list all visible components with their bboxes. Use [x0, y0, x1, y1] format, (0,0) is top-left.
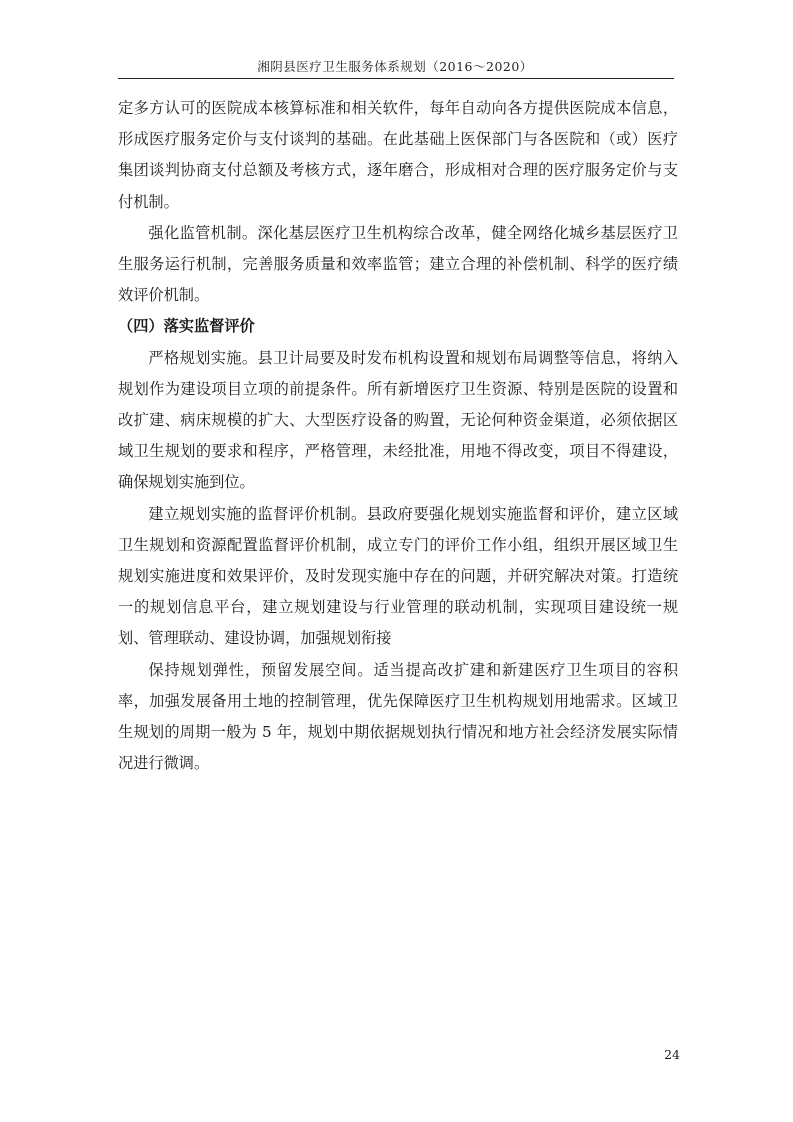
paragraph-evaluation-mechanism: 建立规划实施的监督评价机制。县政府要强化规划实施监督和评价，建立区域卫生规划和资源配置监督评价机制，成立专门的评价工作小组，组织开展区域卫生规划实施进度和效果评价，及时发现实施中存在的问题，并研究解决对策。打造统一的规划信息平台，建立规划建设与行业管理的联动机制，实现项目建设统一规划、管理联动、建设协调，加强规划衔接	[118, 504, 678, 648]
page-number: 24	[664, 1047, 680, 1062]
header-rule	[118, 78, 674, 79]
paragraph-continued: 定多方认可的医院成本核算标准和相关软件，每年自动向各方提供医院成本信息，形成医疗服务定价与支付谈判的基础。在此基础上医保部门与各医院和（或）医疗集团谈判协商支付总额及考核方式，逐年磨合，形成相对合理的医疗服务定价与支付机制。	[118, 99, 678, 211]
section-heading: （四）落实监督评价	[118, 317, 255, 336]
paragraph-supervision-mechanism: 强化监管机制。深化基层医疗卫生机构综合改革，健全网络化城乡基层医疗卫生服务运行机制，完善服务质量和效率监管；建立合理的补偿机制、科学的医疗绩效评价机制。	[118, 223, 678, 305]
document-body	[118, 93, 678, 779]
running-header: 湘阴县医疗卫生服务体系规划（2016～2020）	[257, 59, 533, 74]
paragraph-strict-implementation: 严格规划实施。县卫计局要及时发布机构设置和规划布局调整等信息，将纳入规划作为建设项目立项的前提条件。所有新增医疗卫生资源、特别是医院的设置和改扩建、病床规模的扩大、大型医疗设备的购置，无论何种资金渠道，必须依据区域卫生规划的要求和程序，严格管理，未经批准，用地不得改变，项目不得建设，确保规划实施到位。	[118, 348, 678, 492]
paragraph-flexibility: 保持规划弹性，预留发展空间。适当提高改扩建和新建医疗卫生项目的容积率，加强发展备用土地的控制管理，优先保障医疗卫生机构规划用地需求。区域卫生规划的周期一般为 5 年，规划中期依据规划执行情况和地方社会经济发展实际情况进行微调。	[118, 660, 678, 773]
